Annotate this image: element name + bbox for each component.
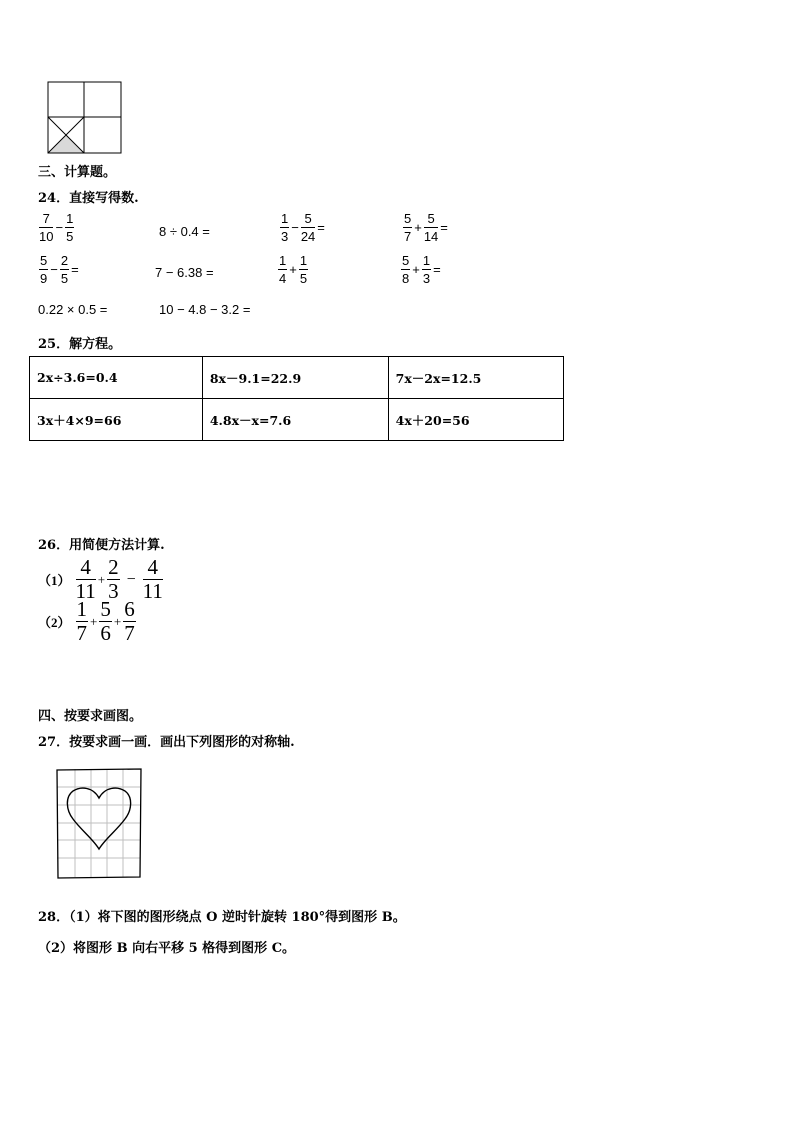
q24-item-4: $\frac{5}{7}$ + $\frac{5}{14}$ = [404, 211, 448, 244]
q24-title: 24．直接写得数. [38, 191, 139, 206]
q24-item-1: $\frac{7}{10}$ − $\frac{1}{5}$ [39, 211, 74, 244]
q25-title: 25．解方程。 [38, 337, 122, 352]
part-label: （1） [38, 573, 71, 588]
fraction: $\frac{1}{3}$ [422, 253, 431, 286]
equations-table [29, 356, 564, 441]
q24-item-8: $\frac{5}{8}$ + $\frac{1}{3}$ = [402, 253, 441, 286]
fraction: $\frac{5}{8}$ [402, 253, 410, 286]
q24-item-3: $\frac{1}{3}$ − $\frac{5}{24}$ = [281, 211, 325, 244]
q26-part-2: （2） $\frac{1}{7}$ + $\frac{5}{6}$ + $\frac{6}{7}$ [38, 597, 135, 645]
fraction: $\frac{2}{5}$ [60, 253, 69, 286]
fraction: $\frac{1}{5}$ [66, 211, 74, 244]
fraction: $\frac{5}{14}$ [423, 211, 439, 244]
equation-cell: 2x÷3.6=0.4 [30, 357, 203, 399]
equation-cell: 3x＋4×9=66 [30, 399, 203, 441]
fraction: $\frac{7}{10}$ [39, 211, 54, 244]
q26-title: 26．用简便方法计算. [38, 538, 165, 553]
grid-lines [57, 769, 140, 877]
q28-line-2: （2）将图形 B 向右平移 5 格得到图形 C。 [38, 941, 296, 956]
square-grid-figure [47, 81, 122, 154]
q27-title: 27．按要求画一画．画出下列图形的对称轴. [38, 735, 295, 750]
table-row [30, 357, 564, 399]
fraction: $\frac{2}{3}$ [108, 555, 119, 603]
fraction: $\frac{4}{11}$ [142, 555, 163, 603]
fraction: $\frac{1}{7}$ [76, 597, 88, 645]
q24-item-6: 7 − 6.38 = [155, 265, 214, 280]
equation-cell: 8x－9.1=22.9 [202, 357, 388, 399]
fraction: $\frac{5}{24}$ [300, 211, 316, 244]
table-row [30, 399, 564, 441]
heart-grid-figure [55, 767, 143, 879]
q24-item-7: $\frac{1}{4}$ + $\frac{1}{5}$ [279, 253, 308, 286]
q28-line-1: 28．（1）将下图的图形绕点 O 逆时针旋转 180°得到图形 B。 [38, 910, 406, 925]
equation-cell: 4x＋20=56 [388, 399, 563, 441]
fraction: $\frac{1}{3}$ [281, 211, 289, 244]
shaded-triangle [48, 135, 84, 153]
fraction: $\frac{4}{11}$ [75, 555, 96, 603]
part-label: （2） [38, 615, 71, 630]
equation-cell: 7x－2x=12.5 [388, 357, 563, 399]
fraction: $\frac{5}{7}$ [404, 211, 412, 244]
q24-item-10: 10 − 4.8 − 3.2 = [159, 302, 251, 317]
fraction: $\frac{5}{6}$ [100, 597, 111, 645]
q26-part-1: （1） $\frac{4}{11}$ + $\frac{2}{3}$ − $\frac{4}{11}$ [38, 555, 163, 603]
fraction: $\frac{1}{4}$ [279, 253, 287, 286]
section3-heading: 三、计算题。 [38, 165, 117, 180]
fraction: $\frac{6}{7}$ [124, 597, 135, 645]
fraction: $\frac{5}{9}$ [40, 253, 48, 286]
equation-cell: 4.8x－x=7.6 [202, 399, 388, 441]
q24-item-2: 8 ÷ 0.4 = [159, 224, 210, 239]
section4-heading: 四、按要求画图。 [38, 709, 143, 724]
fraction: $\frac{1}{5}$ [299, 253, 308, 286]
q24-item-5: $\frac{5}{9}$ − $\frac{2}{5}$ = [40, 253, 79, 286]
q24-item-9: 0.22 × 0.5 = [38, 302, 108, 317]
